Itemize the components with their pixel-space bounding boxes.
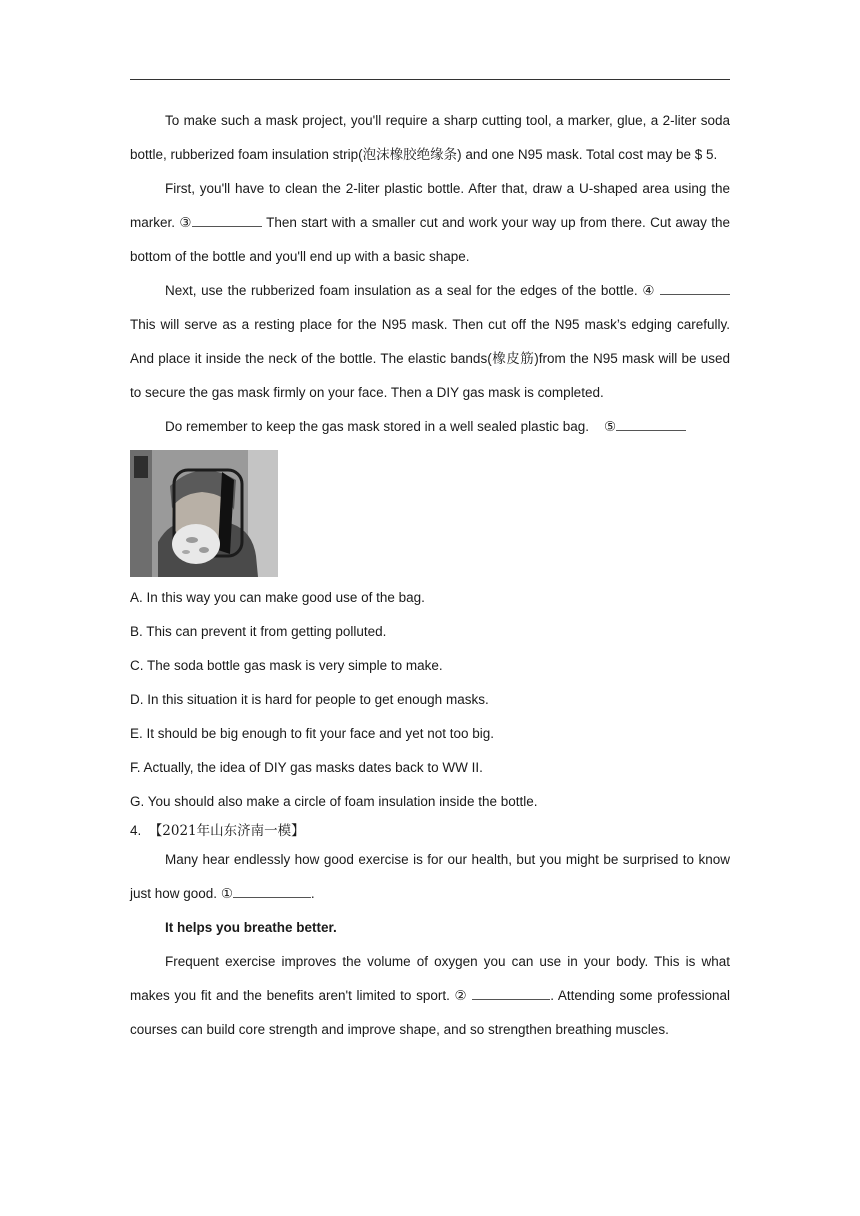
option-f: F. Actually, the idea of DIY gas masks dates back to WW II. (130, 760, 483, 775)
answer-blank[interactable] (660, 280, 730, 295)
text: Then start with a smaller cut and work your way up from there. Cut away the bottom of the bottle and you'll end up with a basic shape. (130, 215, 730, 264)
answer-blank[interactable] (233, 883, 311, 898)
gas-mask-photo (130, 450, 278, 577)
paragraph-next-step (130, 274, 730, 410)
blank-number: ⑤ (603, 419, 617, 434)
chinese-gloss: 泡沫橡胶绝缘条 (362, 147, 458, 163)
section-heading: It helps you breathe better. (165, 920, 337, 935)
question-source: 【2021年山东济南一模】 (148, 823, 305, 839)
text: Do remember to keep the gas mask stored in a well sealed plastic bag. (165, 419, 589, 434)
text: First, you'll have to clean the 2-liter plastic bottle. After that, draw a U-shaped area using the marker. (130, 181, 730, 230)
text: . Attending some professional courses can build core strength and improve shape, and so strengthen breathing muscles. (130, 988, 730, 1037)
question-heading (130, 819, 730, 843)
answer-blank[interactable] (616, 416, 686, 431)
text: To make such a mask project, you'll require a sharp cutting tool, a marker, glue, a 2-liter soda bottle, rubberized foam insulation strip( (130, 113, 730, 162)
option-c: C. The soda bottle gas mask is very simple to make. (130, 658, 443, 673)
gas-mask-photo-drawing (130, 450, 278, 577)
paragraph-materials (130, 104, 730, 172)
option-a: A. In this way you can make good use of the bag. (130, 590, 425, 605)
answer-blank[interactable] (472, 985, 550, 1000)
option-e: E. It should be big enough to fit your face and yet not too big. (130, 726, 494, 741)
text: )from the N95 mask will be used to secure the gas mask firmly on your face. Then a DIY gas mask is completed. (130, 351, 731, 400)
text: . (310, 886, 315, 901)
blank-number: ② (454, 988, 468, 1003)
blank-number: ③ (179, 215, 192, 230)
paragraph-first-step (130, 172, 730, 274)
blank-number: ① (220, 886, 233, 901)
chinese-gloss: 橡皮筋 (491, 351, 535, 367)
question-number: 4. (130, 823, 142, 838)
text: Many hear endlessly how good exercise is for our health, but you might be surprised to know just how good. (130, 852, 730, 901)
paragraph-exercise-intro (130, 843, 730, 911)
option-d: D. In this situation it is hard for people to get enough masks. (130, 692, 489, 707)
text: Next, use the rubberized foam insulation as a seal for the edges of the bottle. (165, 283, 643, 298)
header-rule (130, 79, 730, 80)
text: ) and one N95 mask. Total cost may be $ 5. (457, 147, 718, 162)
answer-options (130, 581, 730, 819)
text: Frequent exercise improves the volume of oxygen you can use in your body. This is what makes you fit and the benefits aren't limited to sport. (130, 954, 730, 1003)
paragraph-breathing (130, 945, 730, 1047)
option-g: G. You should also make a circle of foam insulation inside the bottle. (130, 794, 538, 809)
answer-blank[interactable] (192, 212, 262, 227)
blank-number: ④ (642, 283, 656, 298)
document-page (130, 104, 730, 1047)
option-b: B. This can prevent it from getting polluted. (130, 624, 387, 639)
paragraph-storage (130, 410, 730, 444)
text: This will serve as a resting place for the N95 mask. Then cut off the N95 mask’s edging carefully. And place it inside the neck of the bottle. The elastic bands( (130, 317, 730, 366)
